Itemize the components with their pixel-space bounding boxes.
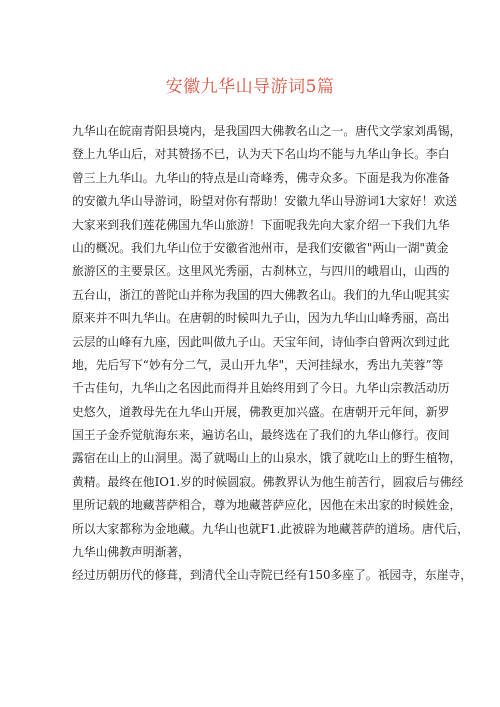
body-line: 千古佳句，九华山之名因此而得并且始终用到了今日。九华山宗教活动历: [72, 381, 450, 396]
body-line: 所以大家都称为金地藏。九华山也就F1.此被辟为地藏菩萨的道场。唐代后，: [72, 521, 469, 536]
body-line: 九华山在皖南青阳县境内，是我国四大佛教名山之一。唐代文学家刘禹锡，: [72, 124, 462, 138]
body-line: 五台山，浙江的普陀山并称为我国的四大佛教名山。我们的九华山呢其实: [72, 287, 450, 302]
body-line: 原来并不叫九华山。在唐朝的时候叫九子山，因为九华山山峰秀丽，高出: [72, 311, 450, 326]
body-line: 经过历朝历代的修葺，到清代全山寺院已经有150多座了。祇园寺，东崖寺，: [72, 568, 473, 583]
body-line: 旅游区的主要景区。这里风光秀丽，古刹林立，与四川的峨眉山，山西的: [72, 264, 450, 279]
body-line: 史悠久，道教母先在九华山开展，佛教更加兴盛。在唐朝开元年间，新罗: [72, 404, 450, 419]
body-line: 里所记载的地藏菩萨相合，尊为地藏菩萨应化，因他在未出家的时候姓金，: [72, 498, 462, 513]
body-line: 国王子金乔觉航海东来，遍访名山，最终选在了我们的九华山修行。夜间: [72, 428, 450, 443]
body-line: 登上九华山后，对其赞扬不已，认为天下名山均不能与九华山争长。李白: [72, 147, 450, 162]
body-line: 黄精。最终在他IO1.岁的时候圆寂。佛教界认为他生前苦行，圆寂后与佛经: [72, 474, 464, 489]
document-body: [72, 120, 473, 588]
document-title: 安徽九华山导游词5篇: [165, 77, 335, 97]
body-line: 九华山佛教声明渐著，: [72, 545, 190, 560]
body-line: 的安徽九华山导游词，盼望对你有帮助！安徽九华山导游词1大家好！欢送: [72, 194, 458, 209]
body-line: 山的概况。我们九华山位于安徽省池州市，是我们安徽省"两山一湖"黄金: [72, 240, 449, 255]
body-line: 云层的山峰有九座，因此叫做九子山。天宝年间，诗仙李白曾两次到过此: [72, 334, 450, 349]
body-line: 露宿在山上的山洞里。渴了就喝山上的山泉水，饿了就吃山上的野生植物，: [72, 451, 462, 466]
body-line: 地，先后写下“妙有分二气，灵山开九华"，天河挂绿水，秀出九芙蓉”等: [72, 357, 444, 372]
body-line: 曾三上九华山。九华山的特点是山奇峰秀，佛寺众多。下面是我为你准备: [72, 170, 450, 185]
body-line: 大家来到我们莲花佛国九华山旅游！下面呢我先向大家介绍一下我们九华: [72, 217, 450, 232]
